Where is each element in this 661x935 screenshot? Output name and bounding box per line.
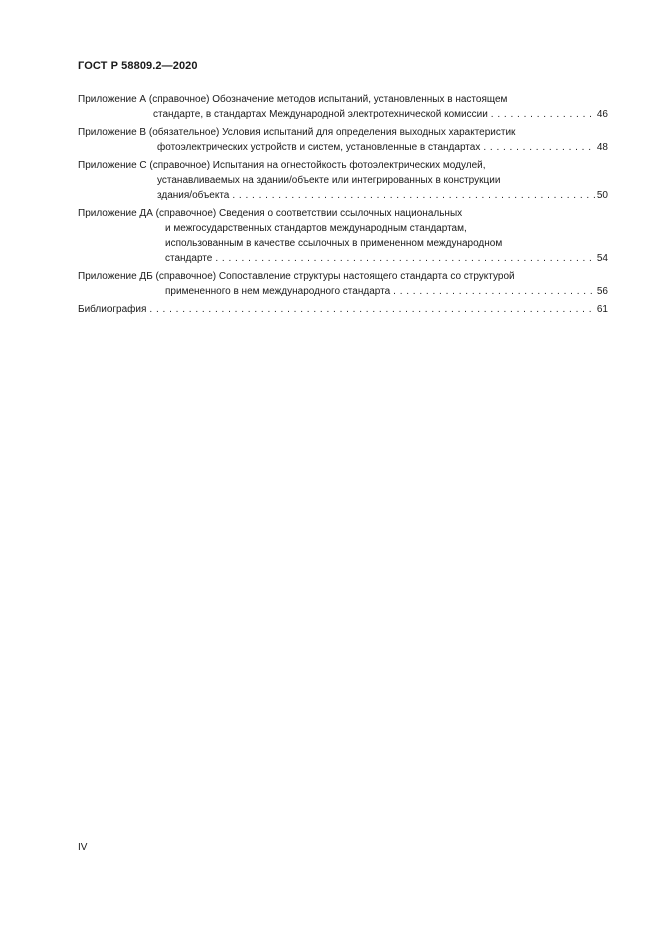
- dot-leader: [149, 302, 594, 317]
- toc-line: Приложение В (обязательное) Условия испытаний для определения выходных характеристик: [78, 127, 516, 138]
- toc-page-number: 61: [596, 304, 608, 315]
- toc-line: [78, 140, 608, 155]
- dot-leader: [215, 251, 595, 266]
- toc-entry[interactable]: [78, 92, 608, 122]
- toc-page-number: 50: [596, 190, 608, 201]
- document-code: ГОСТ Р 58809.2—2020: [78, 60, 198, 72]
- toc-entry-title: стандарте: [165, 253, 213, 264]
- toc-entry[interactable]: [78, 125, 608, 155]
- toc-line: использованным в качестве ссылочных в примененном международном: [165, 238, 503, 249]
- toc-entry-title: здания/объекта: [157, 190, 230, 201]
- toc-entry-title: фотоэлектрических устройств и систем, установленные в стандартах: [157, 142, 481, 153]
- toc-entry-title: Библиография: [78, 304, 147, 315]
- toc-line: Приложение ДБ (справочное) Сопоставление структуры настоящего стандарта со структурой: [78, 271, 515, 282]
- toc-page-number: 56: [596, 286, 608, 297]
- toc-line: Приложение С (справочное) Испытания на огнестойкость фотоэлектрических модулей,: [78, 160, 486, 171]
- toc-entry[interactable]: [78, 158, 608, 203]
- toc-line: [78, 188, 608, 203]
- toc-entry-title: стандарте, в стандартах Международной электротехнической комиссии: [153, 109, 488, 120]
- toc-line: [78, 302, 608, 317]
- toc-page-number: 48: [596, 142, 608, 153]
- toc-entry[interactable]: [78, 302, 608, 317]
- toc-entry[interactable]: [78, 269, 608, 299]
- toc-page-number: 54: [596, 253, 608, 264]
- toc-line: [78, 284, 608, 299]
- dot-leader: [232, 188, 595, 203]
- toc-line: [78, 107, 608, 122]
- toc-line: устанавливаемых на здании/объекте или интегрированных в конструкции: [157, 175, 501, 186]
- toc-entry[interactable]: [78, 206, 608, 266]
- dot-leader: [483, 140, 595, 155]
- toc-line: и межгосударственных стандартов международным стандартам,: [165, 223, 467, 234]
- toc-entry-title: примененного в нем международного стандарта: [165, 286, 391, 297]
- page-number: IV: [78, 842, 88, 853]
- dot-leader: [393, 284, 595, 299]
- table-of-contents: [78, 92, 608, 320]
- toc-line: [78, 251, 608, 266]
- toc-page-number: 46: [596, 109, 608, 120]
- dot-leader: [491, 107, 595, 122]
- toc-line: Приложение А (справочное) Обозначение методов испытаний, установленных в настоящем: [78, 94, 508, 105]
- toc-line: Приложение ДА (справочное) Сведения о соответствии ссылочных национальных: [78, 208, 463, 219]
